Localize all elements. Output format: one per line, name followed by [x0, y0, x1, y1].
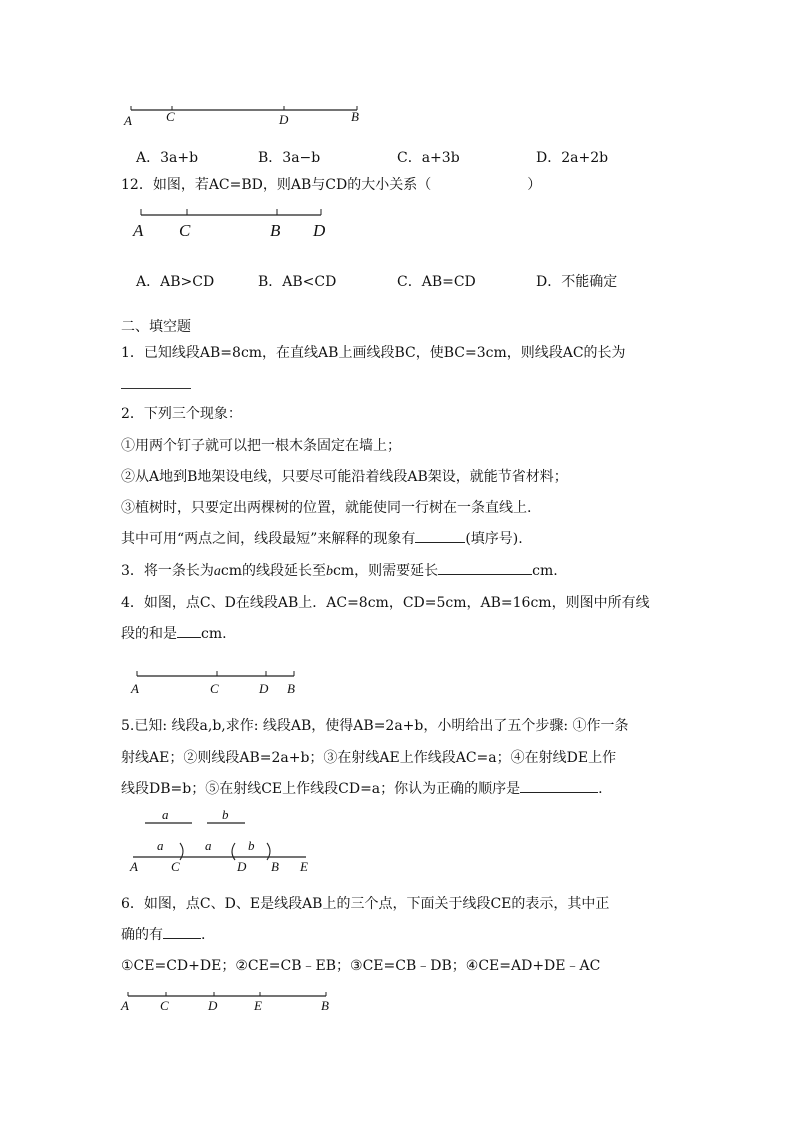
point-label: E: [300, 859, 308, 874]
fill5-line1: 5.已知: 线段a,b,求作: 线段AB，使得AB=2a+b，小明给出了五个步骤: ①作一条: [121, 718, 629, 734]
q12-close: ）: [527, 177, 542, 193]
point-label: D: [208, 998, 218, 1013]
segment-label: a: [162, 807, 169, 822]
q11-option-c[interactable]: C．a+3b: [397, 150, 460, 166]
point-label: C: [171, 859, 180, 874]
q12-option-a[interactable]: A．AB>CD: [136, 274, 215, 290]
q12-option-b[interactable]: B．AB<CD: [258, 274, 337, 290]
segment-label: a: [157, 838, 164, 853]
point-label: D: [259, 681, 269, 696]
point-label: A: [133, 221, 144, 240]
point-label: C: [210, 681, 219, 696]
fill6-line1: 6．如图，点C、D、E是线段AB上的三个点，下面关于线段CE的表示，其中正: [121, 896, 610, 912]
section-title: 二、填空题: [121, 319, 191, 335]
fill3-text-b: cm的线段延长至: [220, 563, 327, 579]
segment-label: a: [205, 838, 212, 853]
point-label: B: [271, 859, 279, 874]
fill5-line2: 射线AE；②则线段AB=2a+b；③在射线AE上作线段AC=a；④在射线DE上作: [121, 750, 617, 766]
fill2-item3: ③植树时，只要定出两棵树的位置，就能使同一行树在一条直线上.: [121, 500, 532, 516]
point-label: C: [160, 998, 169, 1013]
point-label: B: [270, 221, 281, 240]
point-label: B: [287, 681, 295, 696]
fill6-line2-text: 确的有: [121, 927, 163, 943]
fill5-line3-text: 线段DB=b；⑤在射线CE上作线段CD=a；你认为正确的顺序是: [121, 781, 521, 797]
fill2-question-suffix: (填序号).: [465, 531, 523, 547]
q12-option-d[interactable]: D．不能确定: [536, 274, 618, 290]
fill5-line3-suffix: .: [598, 781, 603, 797]
fill1-text: 1．已知线段AB=8cm，在直线AB上画线段BC，使BC=3cm，则线段AC的长为: [121, 345, 626, 361]
point-label: A: [121, 998, 129, 1013]
fill2-title: 2．下列三个现象：: [121, 406, 242, 422]
var-a: a: [213, 564, 221, 579]
point-label: D: [237, 859, 247, 874]
var-b: b: [326, 564, 334, 579]
fill6-line3: ①CE=CD+DE；②CE=CB﹣EB；③CE=CB﹣DB；④CE=AD+DE﹣AC: [121, 958, 601, 974]
fill2-item2: ②从A地到B地架设电线，只要尽可能沿着线段AB架设，就能节省材料；: [121, 469, 568, 485]
q11-option-a[interactable]: A．3a+b: [136, 150, 199, 166]
fill3-text-a: 3．将一条长为: [121, 563, 214, 579]
fill6-line2-suffix: .: [201, 927, 206, 943]
segment-label: b: [222, 807, 229, 822]
point-label: C: [179, 221, 191, 240]
q11-option-b[interactable]: B．3a−b: [258, 150, 321, 166]
point-label: C: [166, 109, 175, 124]
point-label: B: [351, 109, 359, 124]
segment-label: b: [248, 838, 255, 853]
q12-text: 12．如图，若AC=BD，则AB与CD的大小关系（: [121, 177, 432, 193]
fill2-question-text: 其中可用“两点之间，线段最短”来解释的现象有: [121, 531, 416, 547]
fill2-item1: ①用两个钉子就可以把一根木条固定在墙上；: [121, 438, 401, 454]
point-label: A: [130, 859, 138, 874]
q11-option-d[interactable]: D．2a+2b: [536, 150, 609, 166]
fill4-line2-unit: cm.: [201, 626, 227, 642]
point-label: A: [131, 681, 139, 696]
fill3-text-d: cm.: [532, 563, 558, 579]
point-label: D: [279, 112, 289, 127]
point-label: E: [254, 998, 262, 1013]
point-label: B: [321, 998, 329, 1013]
fill3-text-c: cm，则需要延长: [333, 563, 439, 579]
fill4-line1: 4．如图，点C、D在线段AB上．AC=8cm，CD=5cm，AB=16cm，则图中所有线: [121, 595, 650, 611]
point-label: D: [313, 221, 326, 240]
q12-option-c[interactable]: C．AB=CD: [397, 274, 476, 290]
fill4-line2-text: 段的和是: [121, 626, 177, 642]
point-label: A: [124, 113, 132, 128]
